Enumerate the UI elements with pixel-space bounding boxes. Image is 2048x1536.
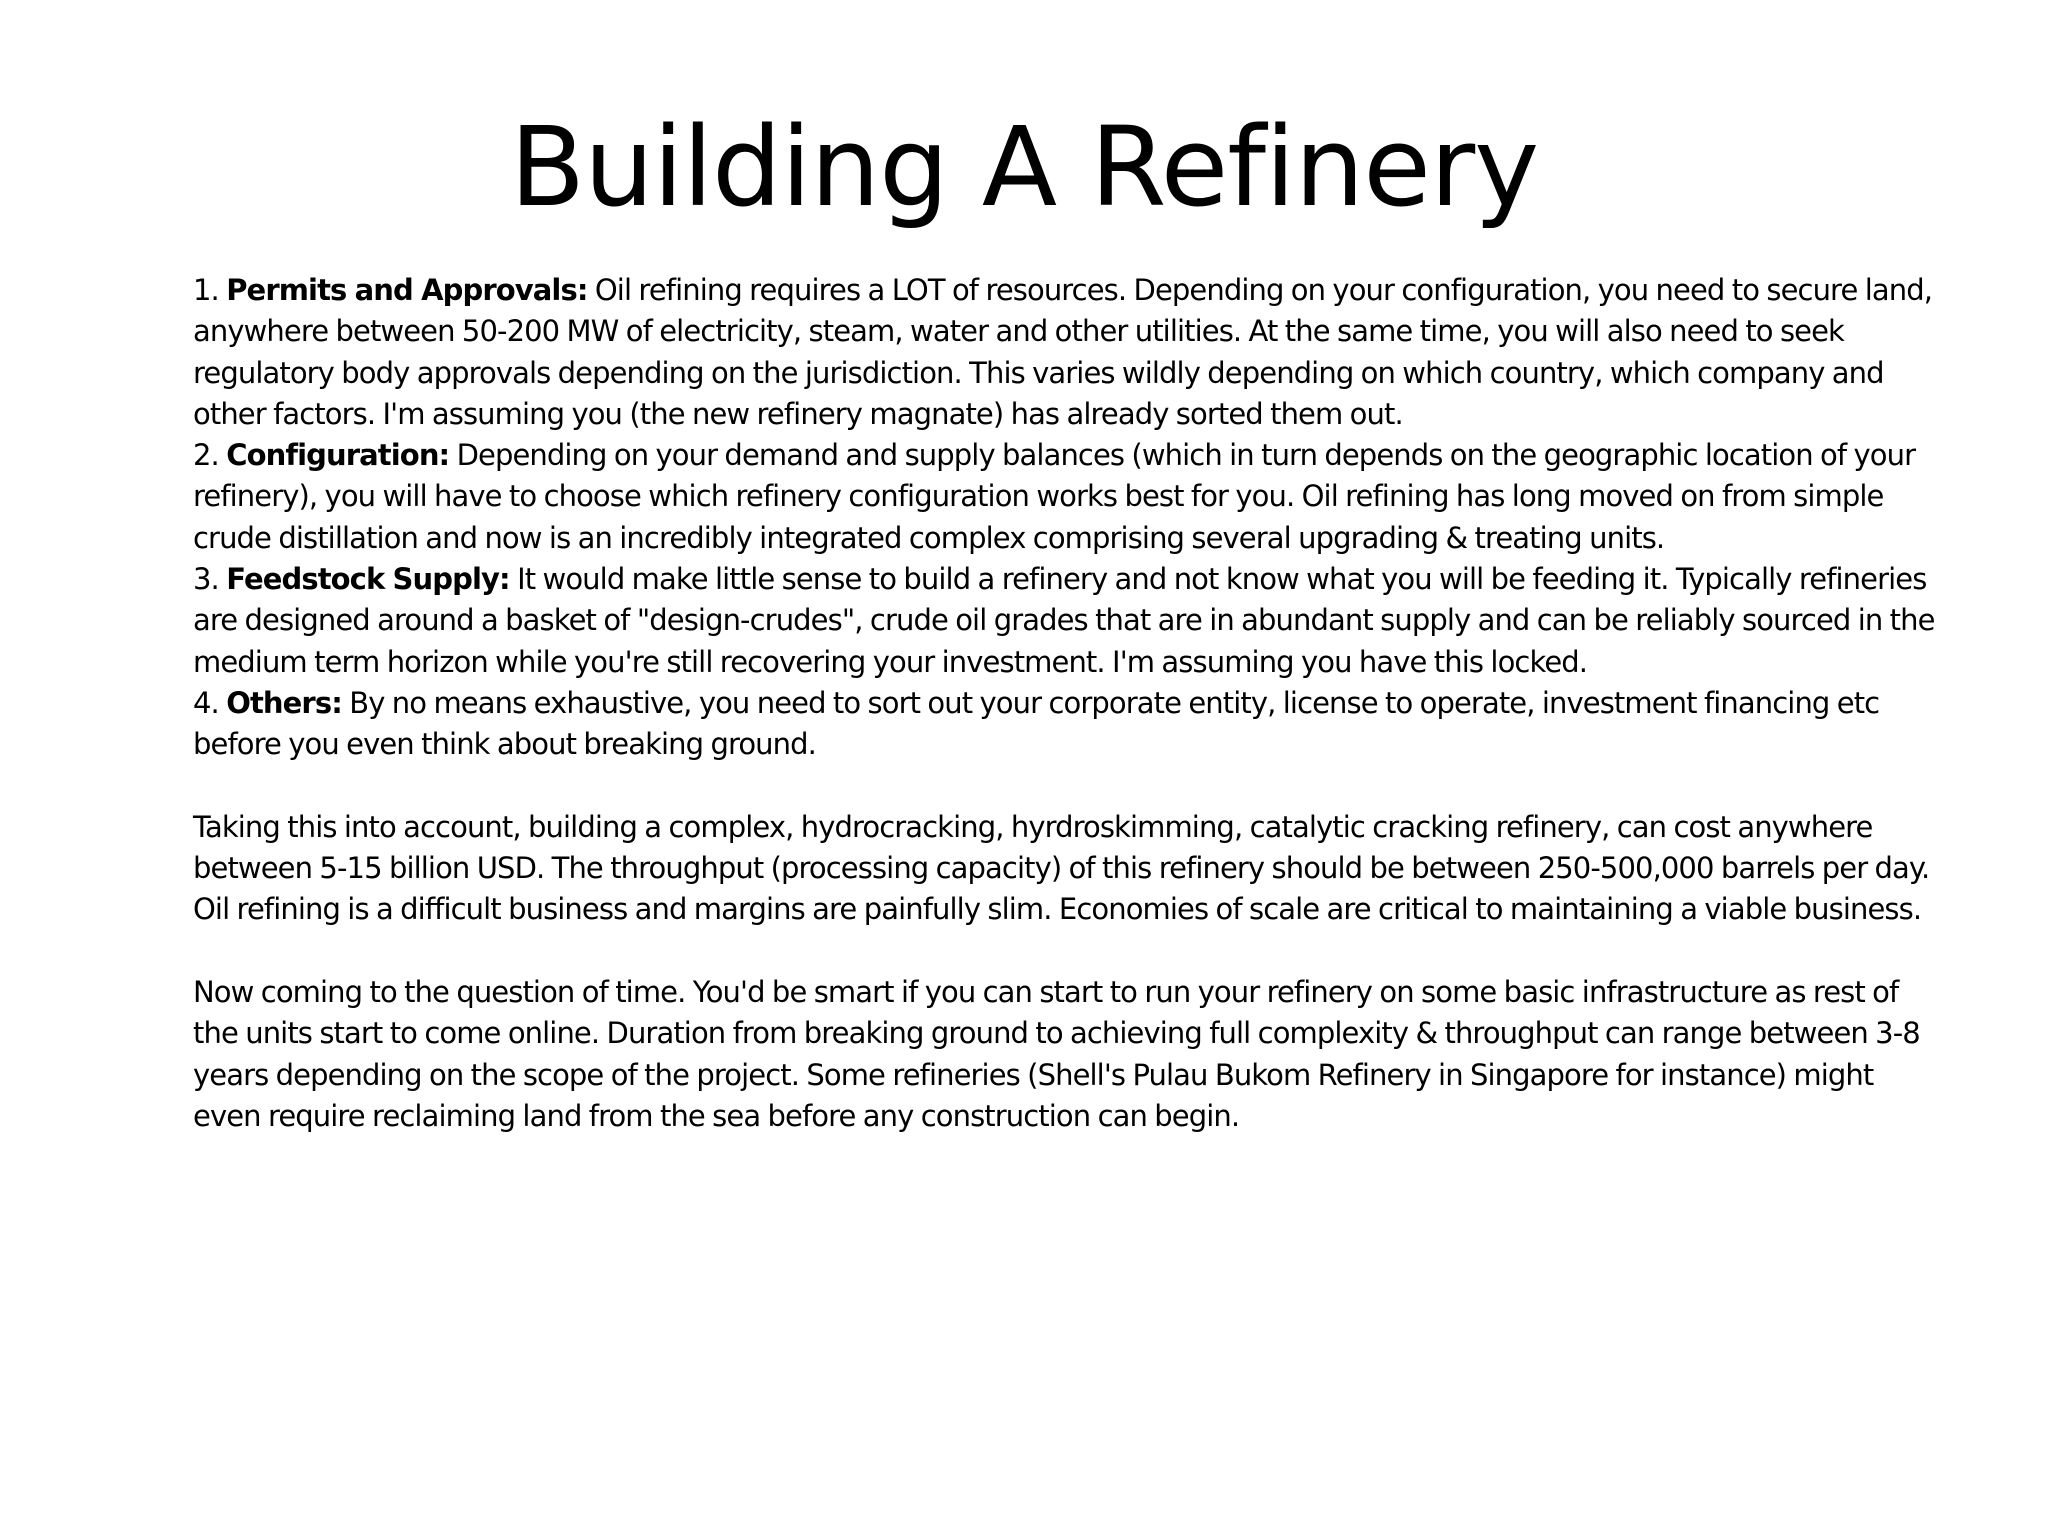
- paragraph-spacer: [193, 931, 1943, 972]
- list-item-number: 1.: [193, 273, 219, 307]
- list-item-number: 4.: [193, 685, 219, 720]
- paragraph-spacer: [193, 766, 1943, 807]
- list-item-heading: Feedstock Supply:: [226, 562, 510, 597]
- paragraph-time: Now coming to the question of time. You'd be smart if you can start to run your refinery on some basic infrastructure as rest of the units start to come online. Duration from breaking ground to achieving full complexity & throughput can range between 3-8 years depending on the scope of the project. Some refineries (Shell's Pulau Bukom Refinery in Singapore for instance) might even require reclaiming land from the sea before any construction can begin.: [193, 975, 1920, 1133]
- list-item-text: It would make little sense to build a refinery and not know what you will be feeding it. Typically refineries are designed around a basket of "design-crudes", crude oil grades that are in abundant supply and can be reliably sourced in the medium term horizon while you're still recovering your investment. I'm assuming you have this locked.: [193, 562, 1935, 679]
- list-item-text: By no means exhaustive, you need to sort out your corporate entity, license to operate, investment financing etc before you even think about breaking ground.: [193, 685, 1880, 762]
- list-item-heading: Others:: [226, 685, 342, 720]
- list-item-number: 2.: [193, 438, 219, 473]
- paragraph-cost: Taking this into account, building a complex, hydrocracking, hyrdroskimming, catalytic cracking refinery, can cost anywhere between 5-15 billion USD. The throughput (processing capacity) of this refinery should be between 250-500,000 barrels per day. Oil refining is a difficult business and margins are painfully slim. Economies of scale are critical to maintaining a viable business.: [193, 809, 1930, 927]
- list-item-number: 3.: [193, 562, 219, 597]
- list-item-text: Oil refining requires a LOT of resources. Depending on your configuration, you need to secure land, anywhere between 50-200 MW of electricity, steam, water and other utilities. At the same time, you will also need to seek regulatory body approvals depending on the jurisdiction. This varies wildly depending on which country, which company and other factors. I'm assuming you (the new refinery magnate) has already sorted them out.: [193, 273, 1933, 431]
- list-item-others: [193, 683, 1943, 766]
- slide-title: Building A Refinery: [509, 103, 1539, 231]
- list-item-heading: Permits and Approvals:: [226, 273, 588, 307]
- list-item-feedstock: [193, 559, 1943, 683]
- list-item-permits: [193, 270, 1943, 435]
- list-item-text: Depending on your demand and supply balances (which in turn depends on the geographic location of your refinery), you will have to choose which refinery configuration works best for you. Oil refining has long moved on from simple crude distillation and now is an incredibly integrated complex comprising several upgrading & treating units.: [193, 438, 1916, 555]
- list-item-heading: Configuration:: [226, 438, 450, 473]
- list-item-configuration: [193, 435, 1943, 559]
- slide-body: [193, 270, 1943, 1137]
